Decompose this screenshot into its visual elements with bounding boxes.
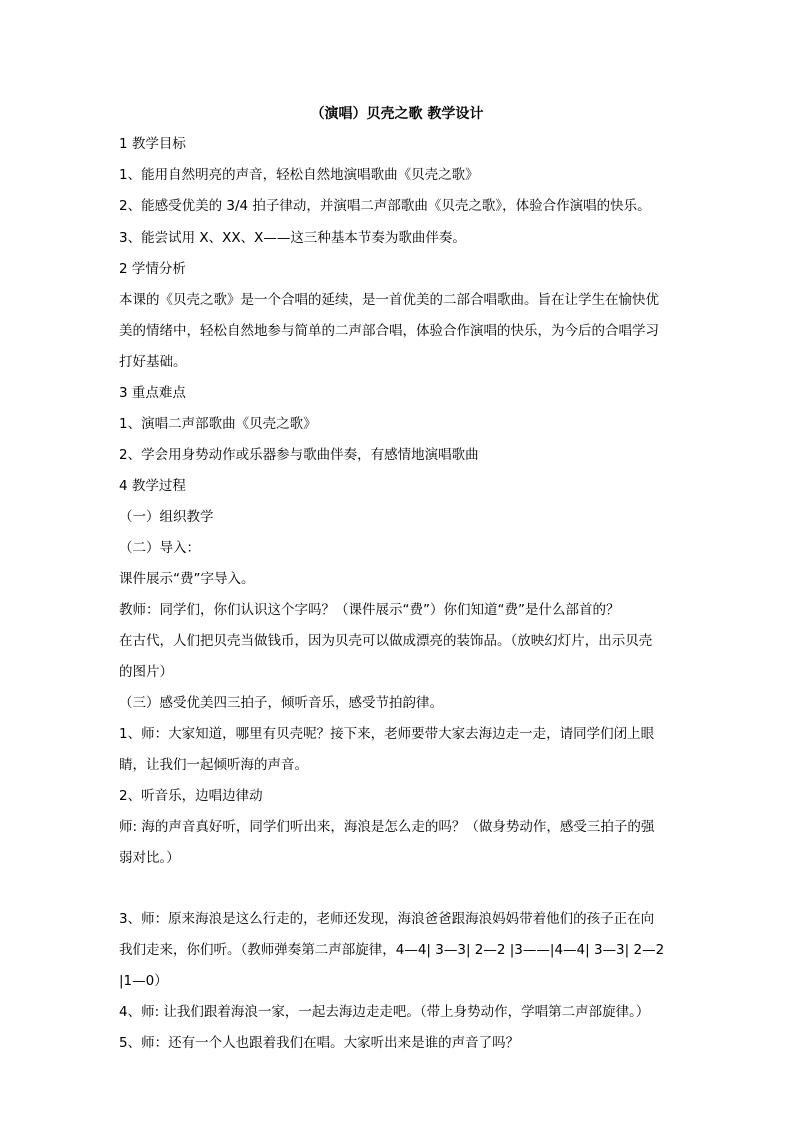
paragraph-line: 2、学会用身势动作或乐器参与歌曲伴奏，有感情地演唱歌曲 — [119, 447, 479, 463]
paragraph-line: 4、师: 让我们跟着海浪一家，一起去海边走走吧。（带上身势动作，学唱第二声部旋律。） — [119, 1004, 650, 1020]
paragraph-line: 课件展示“费”字导入。 — [119, 571, 255, 587]
section-heading-key-points: 3 重点难点 — [119, 385, 186, 401]
paragraph-line: 弱对比。） — [119, 850, 180, 866]
paragraph-line: 教师：同学们，你们认识这个字吗？（课件展示“费”）你们知道“费”是什么部首的？ — [119, 602, 620, 618]
document-title: （演唱）贝壳之歌 教学设计 — [310, 106, 484, 122]
paragraph-line: 师: 海的声音真好听，同学们听出来，海浪是怎么走的吗？（做身势动作，感受三拍子的强 — [119, 819, 655, 835]
paragraph-line: 我们走来，你们听。（教师弹奏第二声部旋律，4—4| 3—3| 2—2 |3——|4—4| 3—3| 2—2 — [119, 942, 665, 958]
paragraph-line: 1、能用自然明亮的声音，轻松自然地演唱歌曲《贝壳之歌》 — [119, 167, 479, 183]
paragraph-line: 1、演唱二声部歌曲《贝壳之歌》 — [119, 416, 317, 432]
paragraph-line: 1、师：大家知道，哪里有贝壳呢？接下来，老师要带大家去海边走一走，请同学们闭上眼 — [119, 726, 655, 742]
paragraph-line: （一）组织教学 — [119, 509, 214, 525]
paragraph-line: 2、能感受优美的 3/4 拍子律动，并演唱二声部歌曲《贝壳之歌》，体验合作演唱的快乐。 — [119, 198, 651, 214]
section-heading-process: 4 教学过程 — [119, 478, 186, 494]
section-heading-objectives: 1 教学目标 — [119, 136, 186, 152]
paragraph-line: 5、师：还有一个人也跟着我们在唱。大家听出来是谁的声音了吗？ — [119, 1035, 520, 1051]
paragraph-line: （二）导入： — [119, 540, 200, 556]
paragraph-line: 本课的《贝壳之歌》是一个合唱的延续，是一首优美的二部合唱歌曲。旨在让学生在愉快优 — [119, 292, 659, 308]
paragraph-line: 2、听音乐，边唱边律动 — [119, 788, 263, 804]
paragraph-line: |1—0） — [119, 973, 168, 989]
paragraph-line: 3、师：原来海浪是这么行走的，老师还发现，海浪爸爸跟海浪妈妈带着他们的孩子正在向 — [119, 911, 655, 927]
paragraph-line: 3、能尝试用 X、XX、X——这三种基本节奏为歌曲伴奏。 — [119, 230, 466, 246]
paragraph-line: 打好基础。 — [119, 354, 187, 370]
paragraph-line: 在古代，人们把贝壳当做钱币，因为贝壳可以做成漂亮的装饰品。（放映幻灯片，出示贝壳 — [119, 633, 653, 649]
paragraph-line: 的图片） — [119, 664, 173, 680]
paragraph-line: 美的情绪中，轻松自然地参与简单的二声部合唱，体验合作演唱的快乐，为今后的合唱学习 — [119, 323, 659, 339]
paragraph-line: 睛，让我们一起倾听海的声音。 — [119, 757, 308, 773]
section-heading-analysis: 2 学情分析 — [119, 261, 186, 277]
paragraph-line: （三）感受优美四三拍子，倾听音乐，感受节拍韵律。 — [119, 695, 443, 711]
